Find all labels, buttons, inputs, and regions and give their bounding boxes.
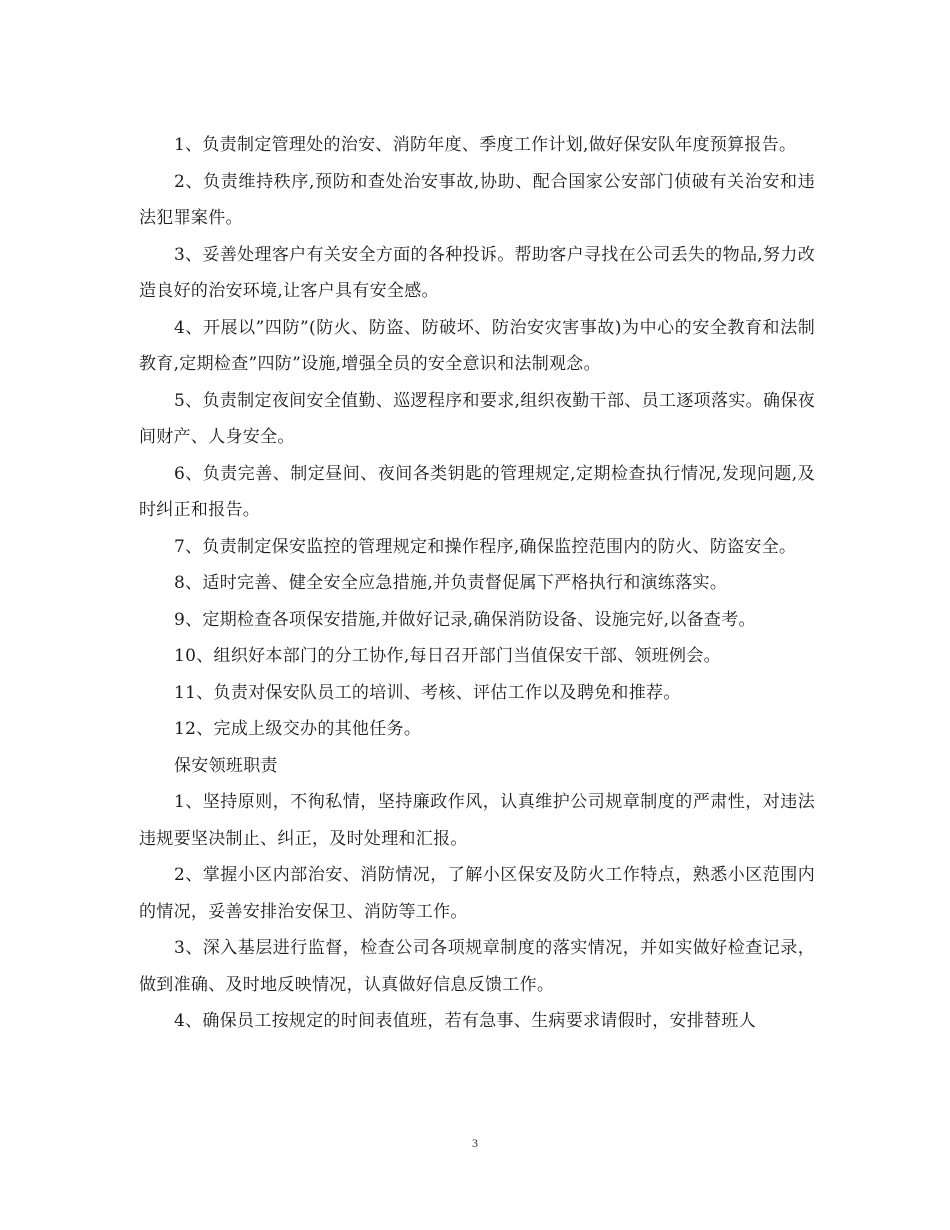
- paragraph: 6、负责完善、制定昼间、夜间各类钥匙的管理规定,定期检查执行情况,发现问题,及时纠正和报告。: [139, 463, 815, 520]
- paragraph: 4、开展以”四防”(防火、防盗、防破坏、防治安灾害事故)为中心的安全教育和法制教育,定期检查”四防”设施,增强全员的安全意识和法制观念。: [139, 317, 815, 374]
- paragraph: 3、妥善处理客户有关安全方面的各种投诉。帮助客户寻找在公司丢失的物品,努力改造良好的治安环境,让客户具有安全感。: [139, 244, 815, 301]
- paragraph: 9、定期检查各项保安措施,并做好记录,确保消防设备、设施完好,以备查考。: [174, 609, 756, 630]
- paragraph: 10、组织好本部门的分工协作,每日召开部门当值保安干部、领班例会。: [174, 646, 721, 666]
- paragraph: 2、负责维持秩序,预防和查处治安事故,协助、配合国家公安部门侦破有关治安和违法犯罪案件。: [139, 171, 815, 228]
- paragraph: 11、负责对保安队员工的培训、考核、评估工作以及聘免和推荐。: [174, 682, 681, 703]
- paragraph: 8、适时完善、健全安全应急措施,并负责督促属下严格执行和演练落实。: [174, 573, 728, 593]
- paragraph: 7、负责制定保安监控的管理规定和操作程序,确保监控范围内的防火、防盗安全。: [174, 536, 797, 557]
- document-body: [139, 127, 815, 1040]
- paragraph: 2、掌握小区内部治安、消防情况，了解小区保安及防火工作特点，熟悉小区范围内的情况，妥善安排治安保卫、消防等工作。: [139, 865, 815, 922]
- paragraph: 1、负责制定管理处的治安、消防年度、季度工作计划,做好保安队年度预算报告。: [174, 135, 797, 155]
- section-heading: 保安领班职责: [174, 755, 278, 776]
- paragraph: 5、负责制定夜间安全值勤、巡逻程序和要求,组织夜勤干部、员工逐项落实。确保夜间财产、人身安全。: [139, 390, 815, 447]
- paragraph: 3、深入基层进行监督，检查公司各项规章制度的落实情况，并如实做好检查记录，做到准确、及时地反映情况，认真做好信息反馈工作。: [139, 938, 815, 995]
- paragraph: 4、确保员工按规定的时间表值班，若有急事、生病要求请假时，安排替班人: [174, 1011, 757, 1031]
- page-number: 3: [472, 1136, 478, 1150]
- paragraph: 12、完成上级交办的其他任务。: [174, 719, 422, 739]
- paragraph: 1、坚持原则，不徇私情，坚持廉政作风，认真维护公司规章制度的严肃性，对违法违规要坚决制止、纠正，及时处理和汇报。: [139, 792, 815, 849]
